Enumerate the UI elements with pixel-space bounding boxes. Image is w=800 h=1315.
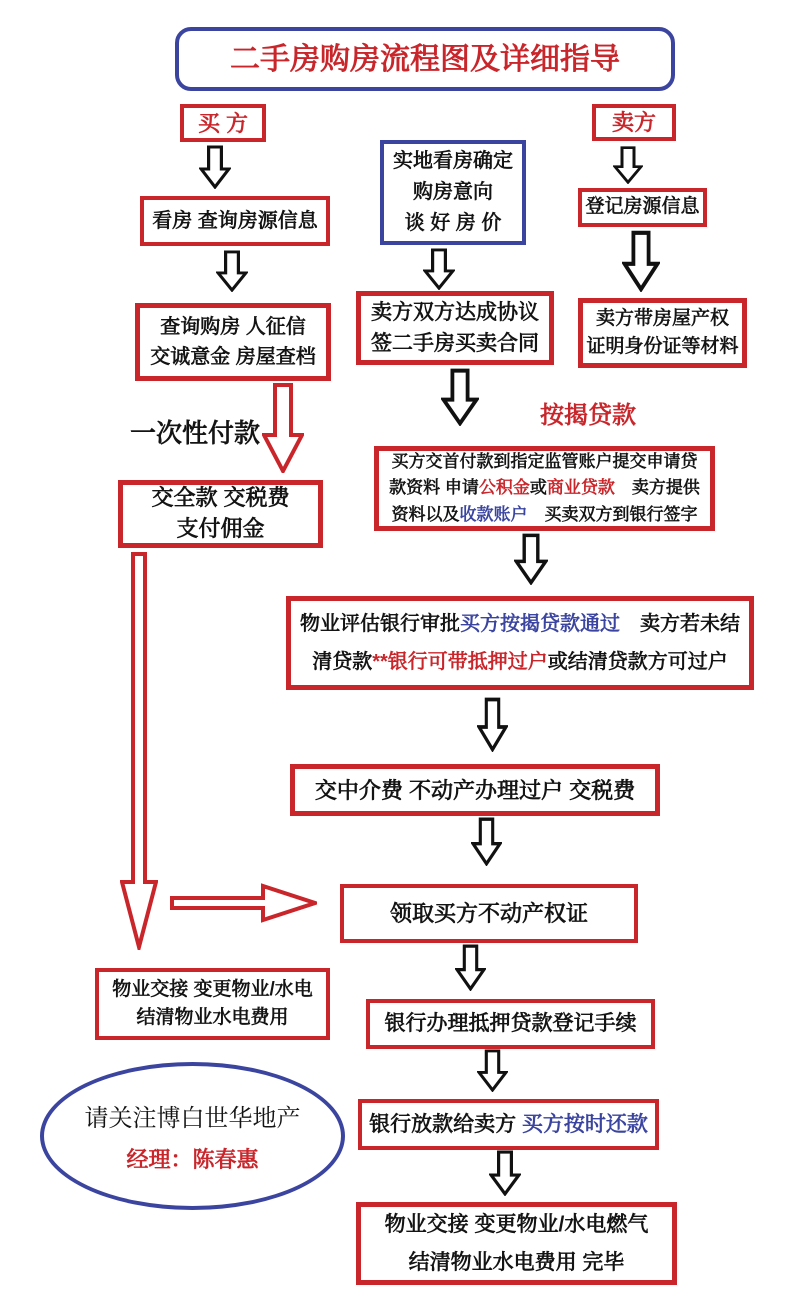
downpay-line2 xyxy=(389,475,700,501)
final-line1: 物业交接 变更物业/水电燃气 xyxy=(384,1212,649,1236)
approval-seg-passed: 买方按揭贷款通过 xyxy=(460,613,620,635)
approval-seg: 清贷款 xyxy=(312,651,373,673)
approval-seg-mortgage-transfer: **银行可带抵押过户 xyxy=(372,651,548,673)
credit-check-box xyxy=(135,303,331,381)
loan-release-seg-repay: 买方按时还款 xyxy=(521,1112,648,1136)
arrow-down-icon xyxy=(423,248,455,290)
handover-line1: 物业交接 变更物业/水电 xyxy=(112,978,313,1000)
view-listing-box xyxy=(140,196,330,246)
downpay-seg: 资料以及 xyxy=(391,504,460,524)
buyer-role-box xyxy=(180,104,266,142)
loan-release-box xyxy=(358,1099,659,1150)
fees-label: 交中介费 不动产办理过户 交税费 xyxy=(314,777,636,803)
title-box xyxy=(175,27,675,91)
view-listing-label: 看房 查询房源信息 xyxy=(152,210,318,232)
agreement-line2: 签二手房买卖合同 xyxy=(371,332,539,355)
credit-check-line2: 交诚意金 房屋查档 xyxy=(150,346,316,368)
arrow-down-icon xyxy=(613,146,643,184)
page-title: 二手房购房流程图及详细指导 xyxy=(230,42,620,76)
arrow-right-red-icon xyxy=(170,883,317,923)
onsite-line1: 实地看房确定 xyxy=(393,150,513,172)
buyer-role-label: 买 方 xyxy=(197,110,249,136)
approval-seg: 物业评估银行审批 xyxy=(300,613,460,635)
seller-documents-box xyxy=(578,298,747,368)
seller-documents-line2: 证明身份证等材料 xyxy=(586,336,739,357)
downpay-line3 xyxy=(392,502,698,528)
loan-release-seg: 银行放款给卖方 xyxy=(369,1112,522,1136)
onsite-viewing-box xyxy=(380,140,526,245)
arrow-down-icon xyxy=(477,697,508,752)
credit-check-line1: 查询购房 人征信 xyxy=(160,316,306,338)
arrow-down-icon xyxy=(441,368,479,426)
certificate-label: 领取买方不动产权证 xyxy=(389,901,588,926)
agreement-line1: 卖方双方达成协议 xyxy=(371,300,539,324)
seller-role-label: 卖方 xyxy=(611,110,656,135)
approval-line2 xyxy=(312,643,728,681)
loan-release-line xyxy=(369,1109,648,1141)
listing-registration-label: 登记房源信息 xyxy=(585,196,700,218)
downpay-seg: 款资料 申请 xyxy=(389,478,479,498)
handover-line2: 结清物业水电费用 xyxy=(136,1007,289,1028)
arrow-down-icon xyxy=(455,944,486,991)
bank-registration-label: 银行办理抵押贷款登记手续 xyxy=(384,1012,637,1036)
onsite-line2: 购房意向 xyxy=(413,181,493,203)
arrow-down-icon xyxy=(216,250,248,292)
downpay-seg: 卖方提供 xyxy=(614,478,700,498)
seller-role-box xyxy=(592,104,676,141)
arrow-down-icon xyxy=(477,1049,508,1092)
mortgage-loan-label: 按揭贷款 xyxy=(540,402,636,429)
arrow-down-long-red-icon xyxy=(120,552,158,950)
arrow-down-icon xyxy=(514,533,548,585)
final-handover-box xyxy=(356,1202,677,1285)
downpay-seg-fund: 公积金 xyxy=(478,478,530,498)
bank-registration-box xyxy=(366,999,655,1049)
handover-utilities-box xyxy=(95,968,330,1040)
one-time-payment-label: 一次性付款 xyxy=(130,418,261,448)
certificate-box xyxy=(340,884,638,943)
downpay-seg-account: 收款账户 xyxy=(459,504,528,524)
full-payment-line1: 交全款 交税费 xyxy=(151,485,290,511)
downpay-seg-commercial: 商业贷款 xyxy=(546,478,615,498)
arrow-down-icon xyxy=(489,1150,521,1196)
onsite-line3: 谈 好 房 价 xyxy=(404,212,502,234)
listing-registration-box xyxy=(578,188,707,227)
arrow-down-icon xyxy=(622,230,660,292)
downpay-seg: 或 xyxy=(529,478,547,498)
approval-seg: 卖方若未结 xyxy=(620,613,740,635)
full-payment-line2: 支付佣金 xyxy=(176,516,265,541)
promo-line1: 请关注博白世华地产 xyxy=(84,1105,301,1132)
approval-seg: 或结清贷款方可过户 xyxy=(547,651,728,673)
fees-transfer-box xyxy=(290,764,660,816)
promo-ellipse xyxy=(40,1062,345,1210)
approval-transfer-box xyxy=(286,596,754,690)
downpay-seg: 买卖双方到银行签字 xyxy=(527,504,698,524)
approval-line1 xyxy=(300,605,740,643)
downpayment-application-box xyxy=(374,446,715,531)
agreement-box xyxy=(356,291,554,365)
full-payment-box xyxy=(118,480,323,548)
arrow-down-icon xyxy=(199,145,231,189)
seller-documents-line1: 卖方带房屋产权 xyxy=(595,307,729,329)
downpay-line1: 买方交首付款到指定监管账户提交申请贷 xyxy=(391,451,698,471)
promo-manager-label: 经理：陈春惠 xyxy=(126,1147,259,1172)
arrow-down-icon xyxy=(471,817,502,866)
arrow-down-red-icon xyxy=(262,383,304,473)
final-line2: 结清物业水电费用 完毕 xyxy=(408,1250,625,1274)
